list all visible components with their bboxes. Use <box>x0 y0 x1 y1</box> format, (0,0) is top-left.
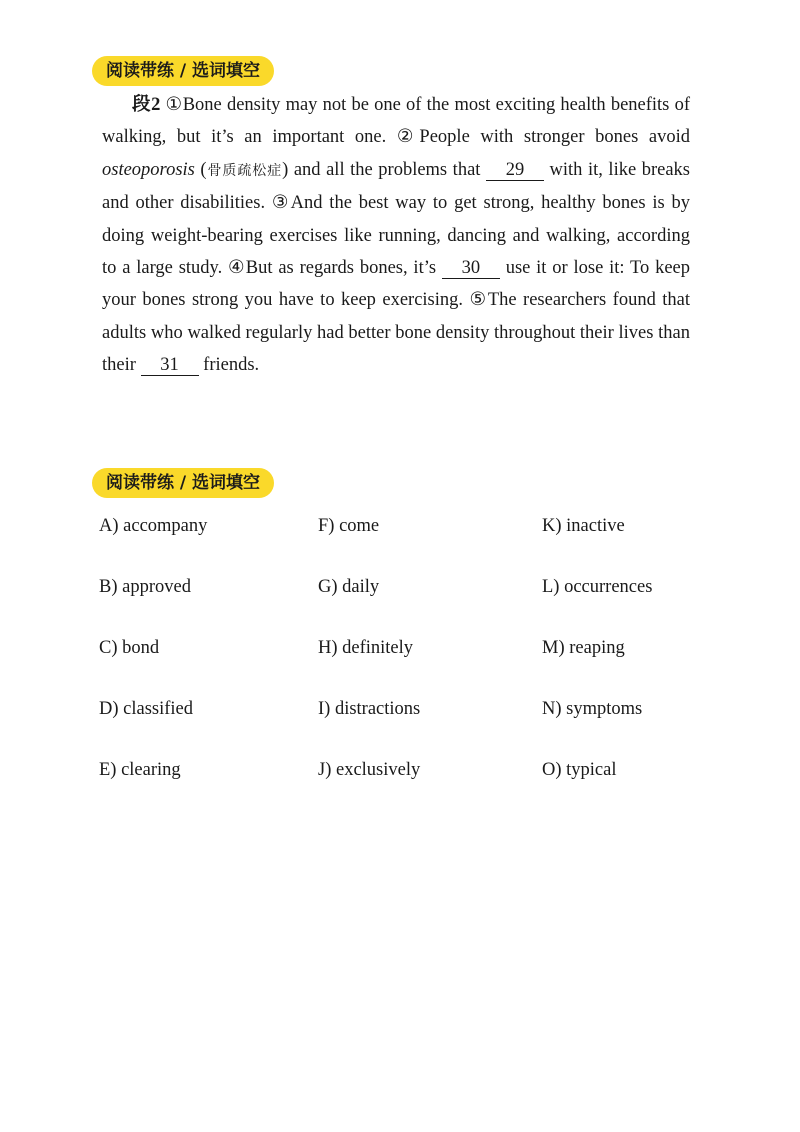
option-l: L) occurrences <box>542 577 653 597</box>
blank-31: 31 <box>141 355 199 376</box>
word-options-grid <box>99 511 699 816</box>
paragraph-label: 段2 <box>132 95 161 115</box>
section-badge-options: 阅读带练 / 选词填空 <box>92 468 274 498</box>
option-g: G) daily <box>318 577 380 597</box>
option-i: I) distractions <box>318 699 421 719</box>
option-n: N) symptoms <box>542 699 643 719</box>
chinese-gloss: 骨质疏松症 <box>206 162 283 179</box>
blank-29: 29 <box>486 160 544 181</box>
option-o: O) typical <box>542 760 617 780</box>
option-m: M) reaping <box>542 638 625 658</box>
option-f: F) come <box>318 516 380 536</box>
option-b: B) approved <box>99 577 191 597</box>
option-j: J) exclusively <box>318 760 421 780</box>
section-badge-reading: 阅读带练 / 选词填空 <box>92 56 274 86</box>
option-c: C) bond <box>99 638 160 658</box>
passage-paragraph <box>102 89 690 382</box>
passage-text: use it or lose it: To keep your bones strong you have to keep exercising. ⑤The researchers found that adults who walked regularly had better bone density throughout their lives than their <box>102 258 691 376</box>
option-d: D) classified <box>99 699 194 719</box>
option-h: H) definitely <box>318 638 414 658</box>
option-a: A) accompany <box>99 516 208 536</box>
passage-text: friends. <box>198 355 260 376</box>
option-e: E) clearing <box>99 760 181 780</box>
passage-text: ) and all the problems that <box>282 159 486 180</box>
passage-text: with it, like breaks and other disabilities. ③And the best way to get strong, healthy bones is by doing weight-bearing exercises like running, dancing and walking, according to a large study. ④But as regards bones, it’s <box>102 159 690 279</box>
passage-term: osteoporosis <box>102 159 195 180</box>
option-k: K) inactive <box>542 516 625 536</box>
blank-30: 30 <box>442 258 500 279</box>
passage-text: ( <box>194 159 207 180</box>
passage-text: ①Bone density may not be one of the most exciting health benefits of walking, but it’s an important one. ②People with stronger bones avoid <box>102 95 690 148</box>
